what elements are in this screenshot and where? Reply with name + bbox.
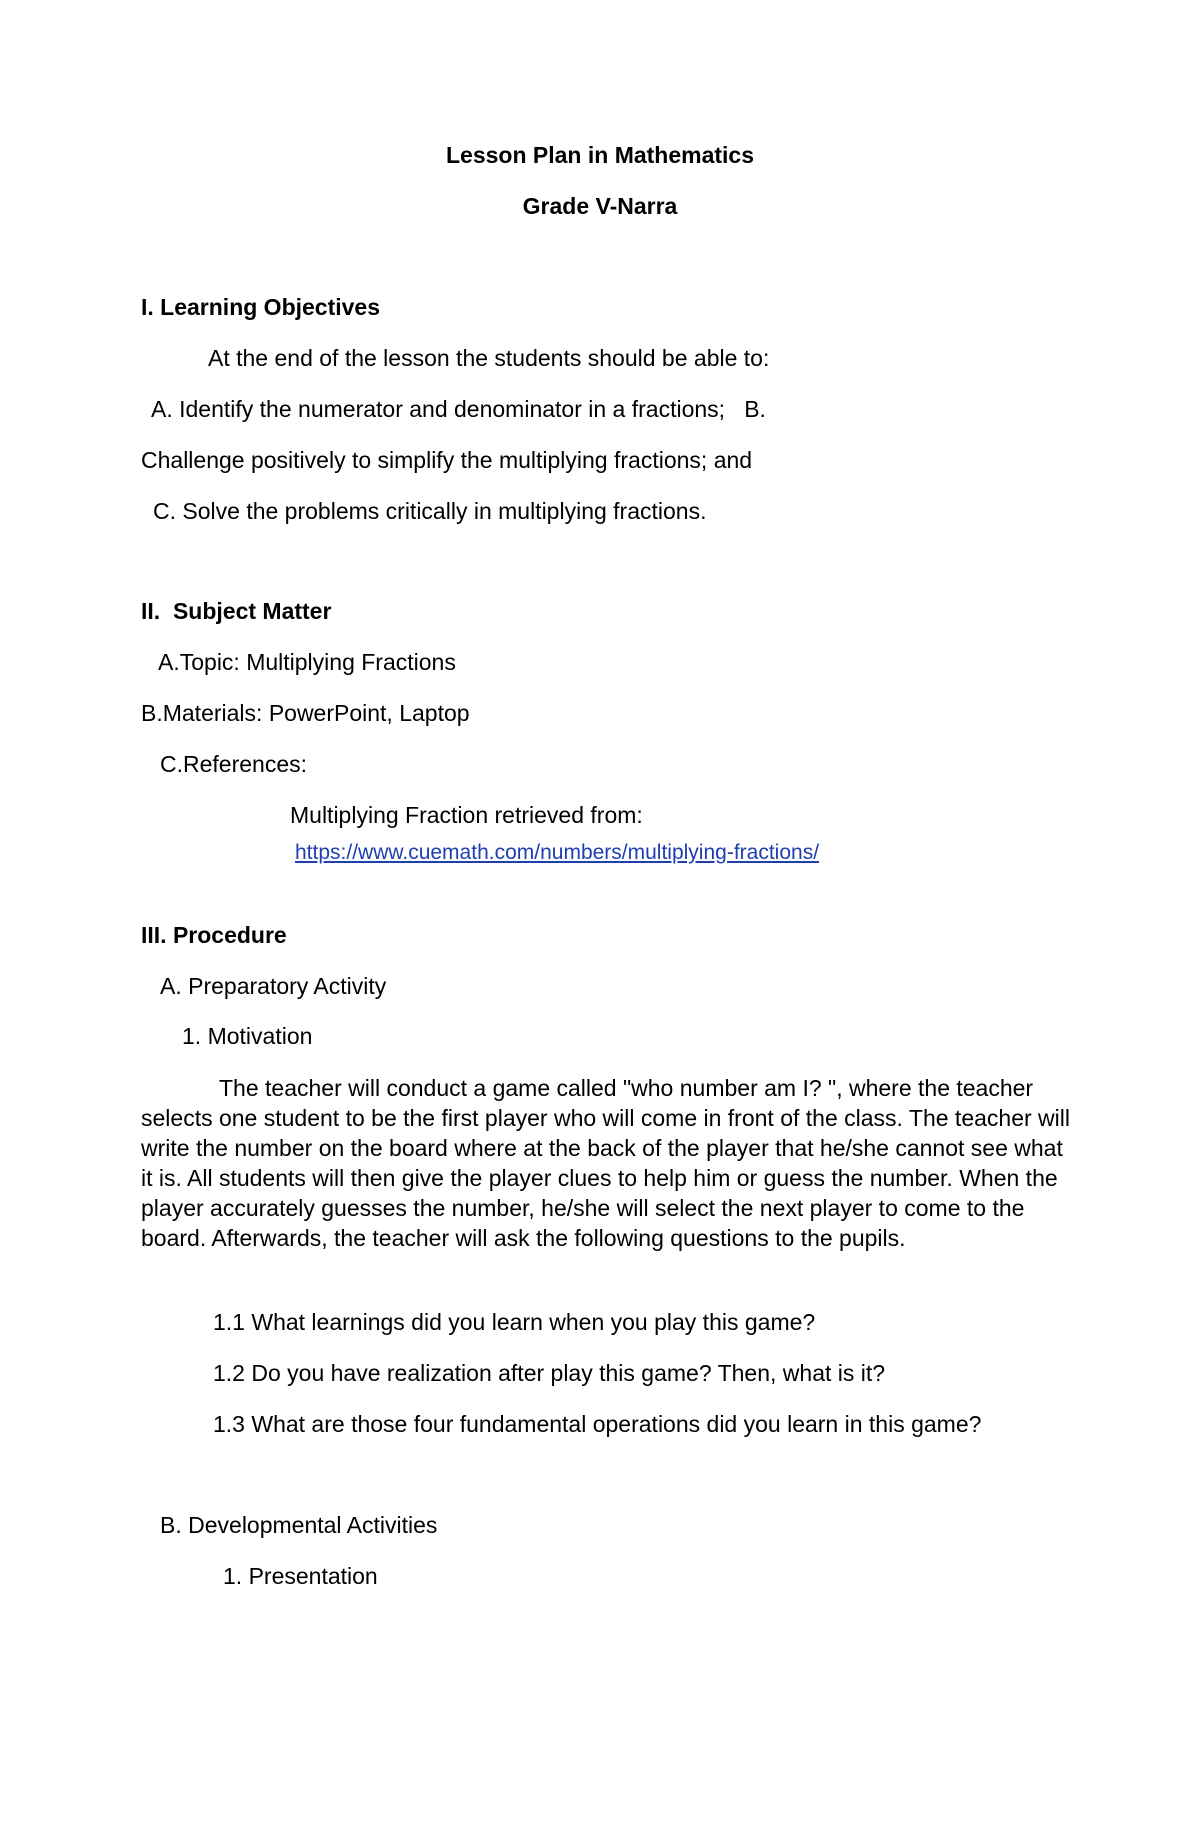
- motivation-paragraph: The teacher will conduct a game called "who number am I? ", where the teacher selects one student to be the first player who will come in front of the class. The teacher will write the number on the board where at the back of the player that he/she cannot see what it is. All students will then give the player clues to help him or guess the number. When the player accurately guesses the number, he/she will select the next player to come to the board. Afterwards, the teacher will ask the following questions to the pupils.: [141, 1075, 1070, 1251]
- reference-link[interactable]: https://www.cuemath.com/numbers/multiplying-fractions/: [295, 841, 820, 864]
- page-subtitle: Grade V-Narra: [522, 193, 678, 219]
- subject-matter-heading: II. Subject Matter: [141, 598, 332, 624]
- objectives-heading: I. Learning Objectives: [141, 294, 381, 320]
- objective-b: Challenge positively to simplify the multiplying fractions; and: [141, 447, 753, 473]
- question-1-2: 1.2 Do you have realization after play this game? Then, what is it?: [213, 1360, 886, 1386]
- motivation-heading: 1. Motivation: [182, 1023, 313, 1049]
- subject-materials: B.Materials: PowerPoint, Laptop: [141, 700, 470, 726]
- subject-references: C.References:: [160, 751, 308, 777]
- page-title: Lesson Plan in Mathematics: [445, 142, 755, 168]
- preparatory-activity: A. Preparatory Activity: [160, 973, 387, 999]
- subject-topic: A.Topic: Multiplying Fractions: [158, 649, 456, 675]
- procedure-heading: III. Procedure: [141, 922, 287, 948]
- reference-title: Multiplying Fraction retrieved from:: [290, 802, 643, 828]
- question-1-1: 1.1 What learnings did you learn when you play this game?: [213, 1309, 816, 1335]
- objective-a: A. Identify the numerator and denominator in a fractions; B.: [151, 396, 766, 422]
- developmental-activities: B. Developmental Activities: [160, 1512, 438, 1538]
- objective-c: C. Solve the problems critically in multiplying fractions.: [153, 498, 707, 524]
- question-1-3: 1.3 What are those four fundamental operations did you learn in this game?: [213, 1411, 982, 1437]
- presentation-heading: 1. Presentation: [223, 1563, 378, 1589]
- objectives-intro: At the end of the lesson the students should be able to:: [208, 345, 770, 371]
